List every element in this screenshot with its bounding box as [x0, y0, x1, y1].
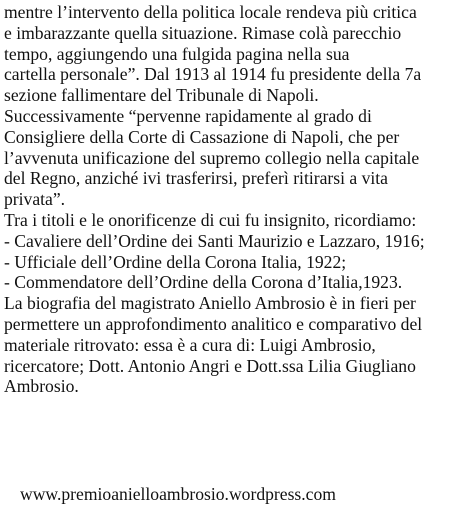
text-line: tempo, aggiungendo una fulgida pagina nella sua	[4, 43, 350, 64]
text-line: Successivamente “pervenne rapidamente al grado di	[4, 105, 372, 126]
list-item: - Commendatore dell’Ordine della Corona d’Italia,1923.	[4, 272, 403, 293]
text-line: ricercatore; Dott. Antonio Angri e Dott.ssa Lilia Giugliano	[4, 355, 416, 376]
list-item: - Cavaliere dell’Ordine dei Santi Maurizio e Lazzaro, 1916;	[4, 230, 425, 251]
text-line: l’avvenuta unificazione del supremo collegio nella capitale	[4, 147, 420, 168]
text-line: e imbarazzante quella situazione. Rimase colà parecchio	[4, 22, 402, 43]
text-line: Tra i titoli e le onorificenze di cui fu insignito, ricordiamo:	[4, 209, 417, 230]
list-item: - Ufficiale dell’Ordine della Corona Italia, 1922;	[4, 251, 347, 272]
text-line: Consigliere della Corte di Cassazione di Napoli, che per	[4, 126, 400, 147]
text-line: mentre l’intervento della politica locale rendeva più critica	[4, 2, 417, 22]
text-line: La biografia del magistrato Aniello Ambrosio è in fieri per	[4, 293, 416, 314]
text-line: privata”.	[4, 189, 66, 210]
text-line: materiale ritrovato: essa è a cura di: Luigi Ambrosio,	[4, 334, 376, 355]
text-line: Ambrosio.	[4, 376, 79, 397]
text-line: cartella personale”. Dal 1913 al 1914 fu presidente della 7a	[4, 64, 422, 85]
website-link[interactable]: www.premioanielloambrosio.wordpress.com	[20, 484, 336, 504]
body-text	[4, 2, 470, 397]
text-line: del Regno, anziché ivi trasferirsi, preferì ritirarsi a vita	[4, 168, 388, 189]
text-line: permettere un approfondimento analitico e comparativo del	[4, 313, 423, 334]
text-line: sezione fallimentare del Tribunale di Napoli.	[4, 85, 319, 106]
